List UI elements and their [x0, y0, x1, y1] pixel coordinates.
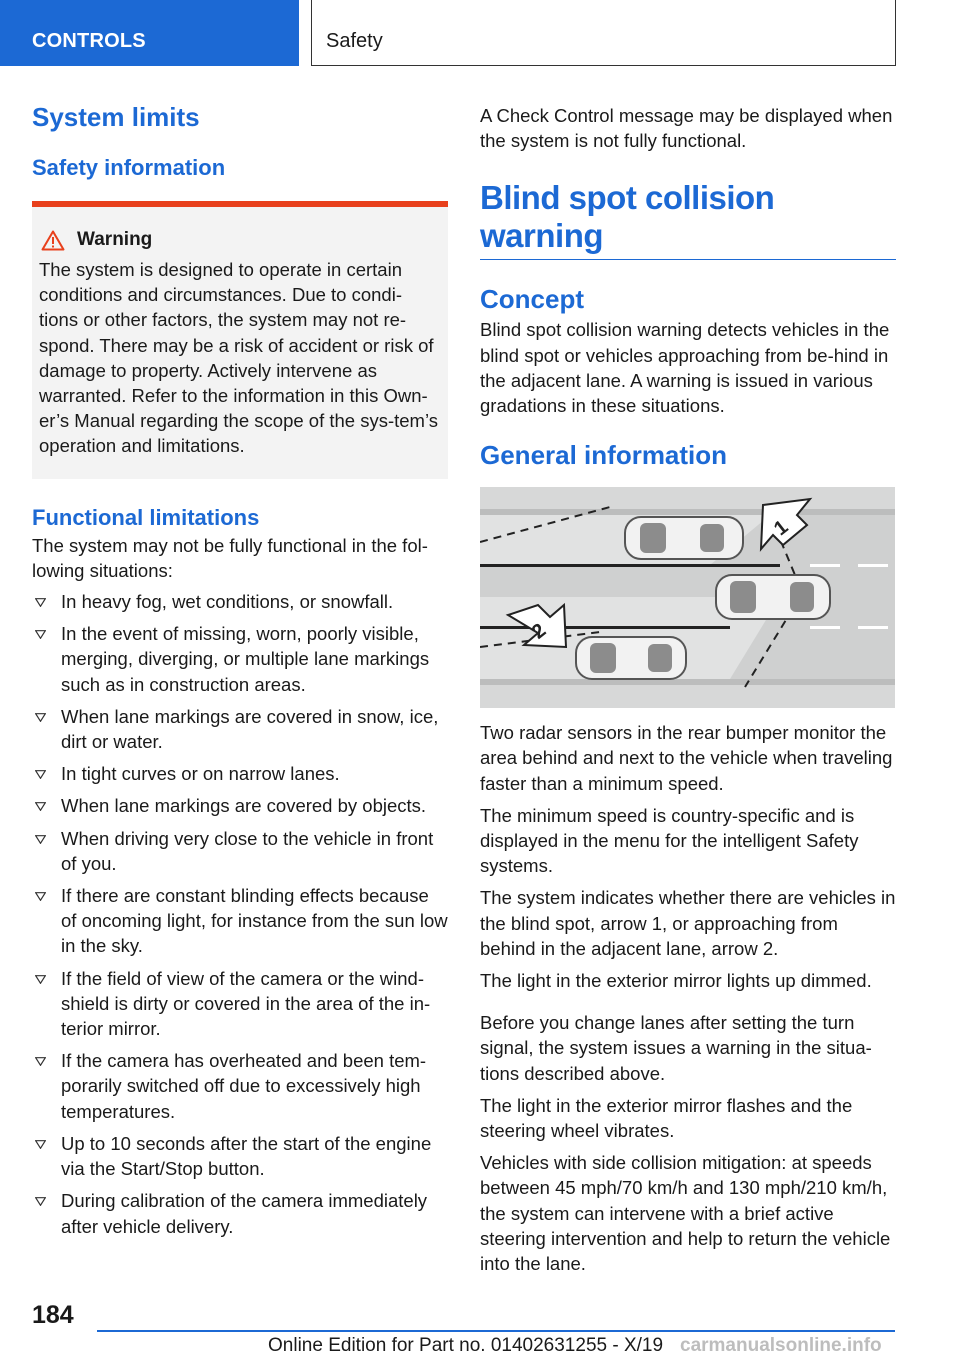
paragraph: The system indicates whether there are vehicles in the blind spot, arrow 1, or approaching from behind in the adjacent lane, arrow 2.	[480, 887, 896, 959]
edition-text: Online Edition for Part no. 01402631255 - X/19	[268, 1335, 664, 1356]
car-approaching	[576, 637, 686, 679]
left-column	[32, 100, 448, 1246]
paragraph: Two radar sensors in the rear bumper monitor the area behind and next to the vehicle when traveling faster than a minimum speed.	[480, 722, 893, 794]
bullet-triangle-icon	[35, 1140, 46, 1149]
blind-spot-diagram	[480, 487, 895, 708]
bullet-triangle-icon	[35, 598, 46, 607]
warning-text: The system is designed to operate in certain conditions and circumstances. Due to condi-tions or other factors, the system may not re-spond. There may be a risk of accident or risk of damage to property. Actively intervene as warranted. Refer to the information in this Own-er’s Manual regarding the scope of the sys-tem’s operation and limitations.	[39, 259, 438, 457]
blind-spot-heading: Blind spot collision warning	[480, 179, 775, 255]
page-number: 184	[32, 1301, 74, 1329]
list-item: When driving very close to the vehicle in front of you.	[32, 826, 448, 876]
bullet-triangle-icon	[35, 802, 46, 811]
concept-heading: Concept	[480, 284, 584, 315]
bullet-triangle-icon	[35, 892, 46, 901]
paragraph: The minimum speed is country-specific and is displayed in the menu for the intelligent Safety systems.	[480, 804, 859, 877]
bullet-triangle-icon	[35, 713, 46, 722]
list-item: If there are constant blinding effects because of oncoming light, for instance from the sun low in the sky.	[32, 883, 448, 959]
warning-label: Warning	[77, 229, 153, 250]
arrow-2-label: 2	[527, 619, 551, 644]
functional-limitations-heading: Functional limitations	[32, 504, 260, 530]
paragraph: Before you change lanes after setting the turn signal, the system issues a warning in the situa-tions described above.	[480, 1012, 872, 1084]
check-control-text: A Check Control message may be displayed when the system is not fully functional.	[480, 105, 893, 152]
bullet-triangle-icon	[35, 770, 46, 779]
bullet-triangle-icon	[35, 975, 46, 984]
paragraph: Vehicles with side collision mitigation: at speeds between 45 mph/70 km/h and 130 mph/210 km/h, the system can intervene with a brief active steering intervention and help to return the vehicle into the lane.	[480, 1152, 891, 1275]
general-information-heading: General information	[480, 440, 728, 471]
limitations-list	[32, 589, 448, 1239]
list-item: If the field of view of the camera or the wind-shield is dirty or covered in the area of the in-terior mirror.	[32, 966, 448, 1042]
car-ego	[716, 575, 830, 619]
safety-information-heading: Safety information	[32, 155, 226, 180]
list-item: In the event of missing, worn, poorly visible, merging, diverging, or multiple lane markings such as in construction areas.	[32, 621, 448, 697]
paragraph: The light in the exterior mirror flashes and the steering wheel vibrates.	[480, 1094, 853, 1142]
system-limits-heading: System limits	[32, 102, 200, 132]
chapter-label: Safety	[326, 30, 383, 52]
chapter-header	[311, 0, 896, 66]
list-item: In tight curves or on narrow lanes.	[32, 761, 448, 786]
concept-text: Blind spot collision warning detects vehicles in the blind spot or vehicles approaching from be-hind in the adjacent lane. A warning is issued in various gradations in these situations.	[480, 319, 890, 417]
section-label: CONTROLS	[32, 30, 146, 52]
blind-spot-heading-block	[480, 179, 896, 260]
list-item: If the camera has overheated and been tem-porarily switched off due to excessively high temperatures.	[32, 1048, 448, 1124]
warning-paragraphs	[480, 1010, 896, 1276]
functional-intro: The system may not be fully functional in the fol-lowing situations:	[32, 534, 428, 581]
warning-box	[32, 201, 448, 479]
footer-rule	[97, 1330, 895, 1332]
list-item: In heavy fog, wet conditions, or snowfall.	[32, 589, 448, 614]
road-illustration	[480, 487, 895, 708]
section-tab	[0, 0, 299, 66]
list-item: When lane markings are covered in snow, ice, dirt or water.	[32, 704, 448, 754]
warning-triangle-icon	[41, 230, 65, 251]
radar-paragraphs	[480, 720, 896, 993]
list-item: Up to 10 seconds after the start of the engine via the Start/Stop button.	[32, 1131, 448, 1181]
paragraph: The light in the exterior mirror lights up dimmed.	[480, 970, 872, 992]
car-blind-spot	[625, 517, 743, 559]
bullet-triangle-icon	[35, 1197, 46, 1206]
watermark: carmanualsonline.info	[680, 1335, 882, 1356]
list-item: During calibration of the camera immediately after vehicle delivery.	[32, 1188, 448, 1238]
bullet-triangle-icon	[35, 630, 46, 639]
bullet-triangle-icon	[35, 1057, 46, 1066]
warning-header	[41, 229, 440, 251]
list-item: When lane markings are covered by objects.	[32, 793, 448, 818]
arrow-1-label: 1	[770, 516, 793, 541]
right-column	[480, 100, 896, 1276]
bullet-triangle-icon	[35, 835, 46, 844]
